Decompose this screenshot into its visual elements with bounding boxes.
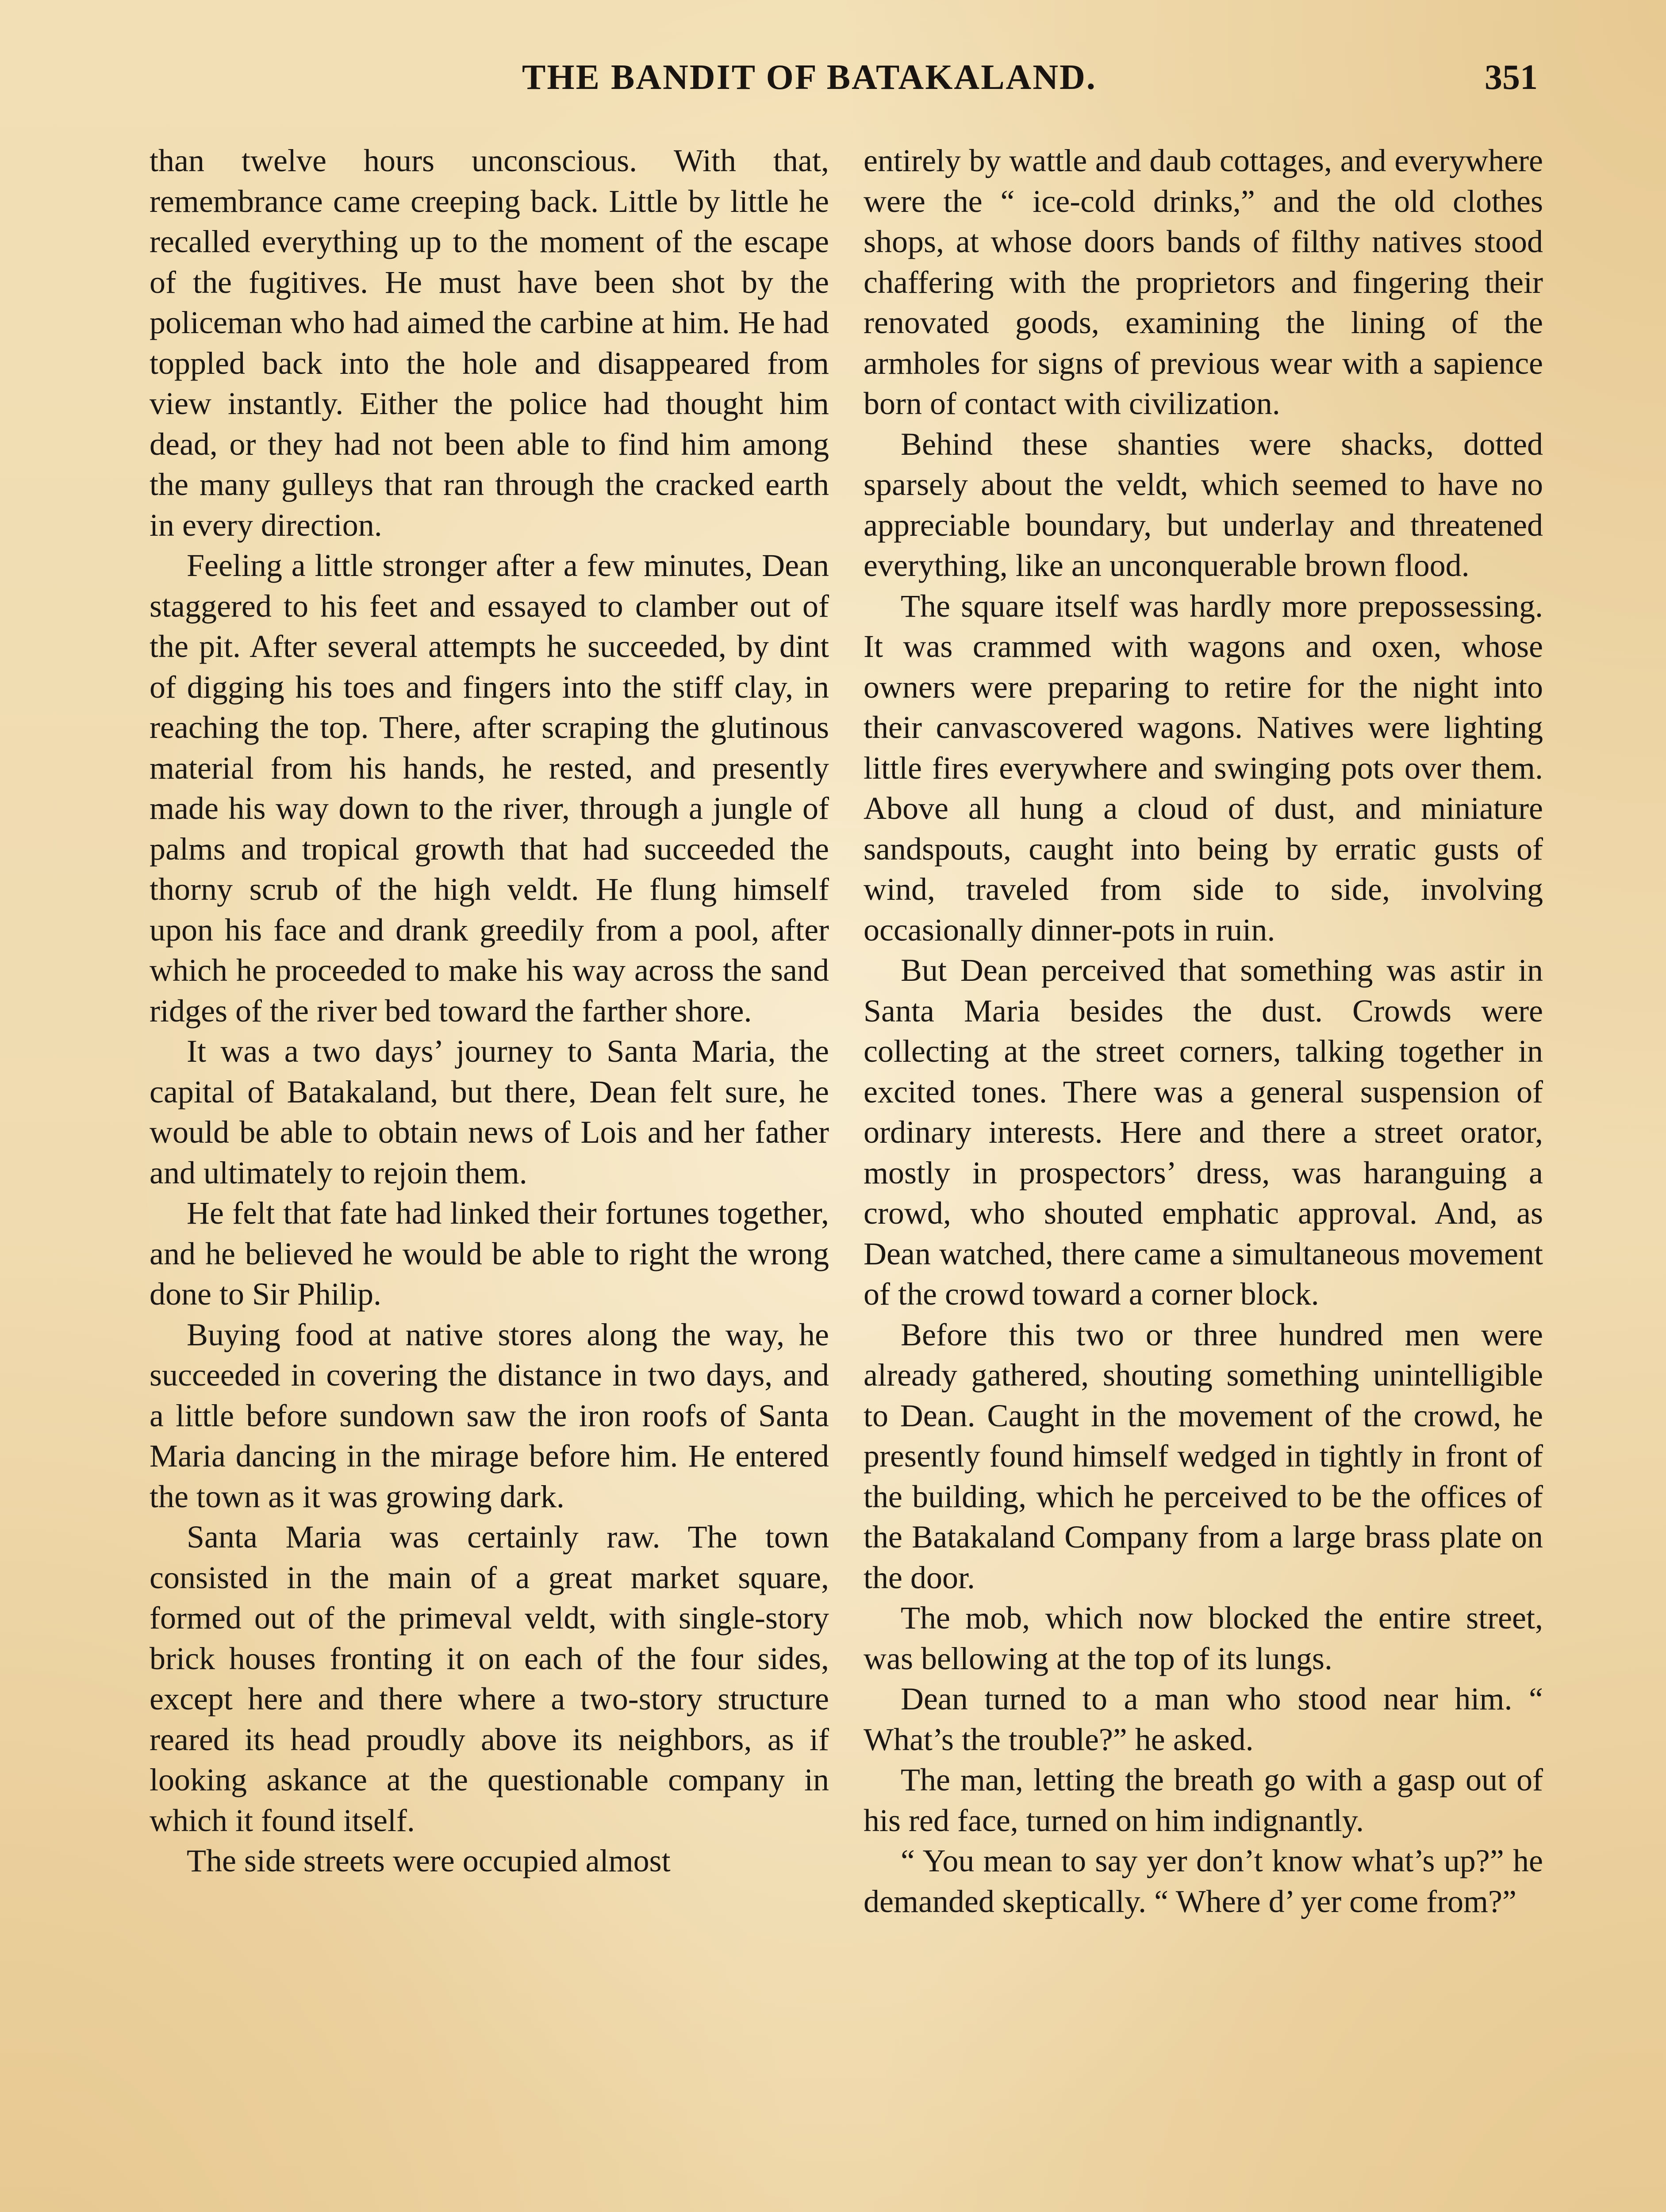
paragraph: Feeling a little stronger after a few minutes, Dean staggered to his feet and essayed to clamber out of the pit. After several attempts he succeeded, by dint of digging his toes and fingers into the stiff clay, in reaching the top. There, after scraping the glutinous material from his hands, he rested, and presently made his way down to the river, through a jungle of palms and tropical growth that had succeeded the thorny scrub of the high veldt. He flung himself upon his face and drank greedily from a pool, after which he proceeded to make his way across the sand ridges of the river bed toward the farther shore. [150, 548, 829, 1029]
paragraph: entirely by wattle and daub cottages, and everywhere were the “ ice-cold drinks,” and the old clothes shops, at whose doors bands of filthy natives stood chaffering with the proprietors and fingering their renovated goods, examining the lining of the armholes for signs of previous wear with a sapience born of contact with civilization. [864, 143, 1543, 421]
paragraph: Behind these shanties were shacks, dotted sparsely about the veldt, which seemed to have no appreciable boundary, but underlay and threatened everything, like an unconquerable brown flood. [864, 426, 1543, 583]
paragraph: Santa Maria was certainly raw. The town consisted in the main of a great market square, formed out of the primeval veldt, with single-story brick houses fronting it on each of the four sides, except here and there where a two-story structure reared its head proudly above its neighbors, as if looking askance at the questionable company in which it found itself. [150, 1519, 829, 1838]
running-title: THE BANDIT OF BATAKALAND. [522, 58, 1097, 97]
paragraph: The mob, which now blocked the entire street, was bellowing at the top of its lungs. [864, 1600, 1543, 1676]
paragraph: “ You mean to say yer don’t know what’s up?” he demanded skeptically. “ Where d’ yer come from?” [864, 1843, 1543, 1919]
paragraph: than twelve hours unconscious. With that, remembrance came creeping back. Little by little he recalled everything up to the moment of the escape of the fugitives. He must have been shot by the policeman who had aimed the carbine at him. He had toppled back into the hole and disappeared from view instantly. Either the police had thought him dead, or they had not been able to find him among the many gulleys that ran through the cracked earth in every direction. [150, 143, 829, 543]
paragraph: The square itself was hardly more prepossessing. It was crammed with wagons and oxen, whose owners were preparing to retire for the night into their canvascovered wagons. Natives were lighting little fires everywhere and swinging pots over them. Above all hung a cloud of dust, and miniature sandspouts, caught into being by erratic gusts of wind, traveled from side to side, involving occasionally dinner-pots in ruin. [864, 588, 1543, 948]
running-head [0, 58, 1666, 111]
paragraph: The side streets were occupied almost [187, 1843, 671, 1878]
paragraph: The man, letting the breath go with a gasp out of his red face, turned on him indignantly. [864, 1762, 1543, 1838]
left-text-column [150, 141, 829, 1882]
page-number: 351 [1485, 58, 1538, 97]
paragraph: Buying food at native stores along the way, he succeeded in covering the distance in two days, and a little before sundown saw the iron roofs of Santa Maria dancing in the mirage before him. He entered the town as it was growing dark. [150, 1317, 829, 1514]
paragraph: But Dean perceived that something was astir in Santa Maria besides the dust. Crowds were collecting at the street corners, talking together in excited tones. There was a general suspension of ordinary interests. Here and there a street orator, mostly in prospectors’ dress, was haranguing a crowd, who shouted emphatic approval. And, as Dean watched, there came a simultaneous movement of the crowd toward a corner block. [864, 952, 1543, 1312]
right-text-column [864, 141, 1543, 1922]
paragraph: He felt that fate had linked their fortunes together, and he believed he would be able to right the wrong done to Sir Philip. [150, 1195, 829, 1312]
paragraph: Before this two or three hundred men were already gathered, shouting something unintelligible to Dean. Caught in the movement of the crowd, he presently found himself wedged in tightly in front of the building, which he perceived to be the offices of the Batakaland Company from a large brass plate on the door. [864, 1317, 1543, 1595]
paragraph: It was a two days’ journey to Santa Maria, the capital of Batakaland, but there, Dean felt sure, he would be able to obtain news of Lois and her father and ultimately to rejoin them. [150, 1033, 829, 1190]
paragraph: Dean turned to a man who stood near him. “ What’s the trouble?” he asked. [864, 1681, 1543, 1757]
